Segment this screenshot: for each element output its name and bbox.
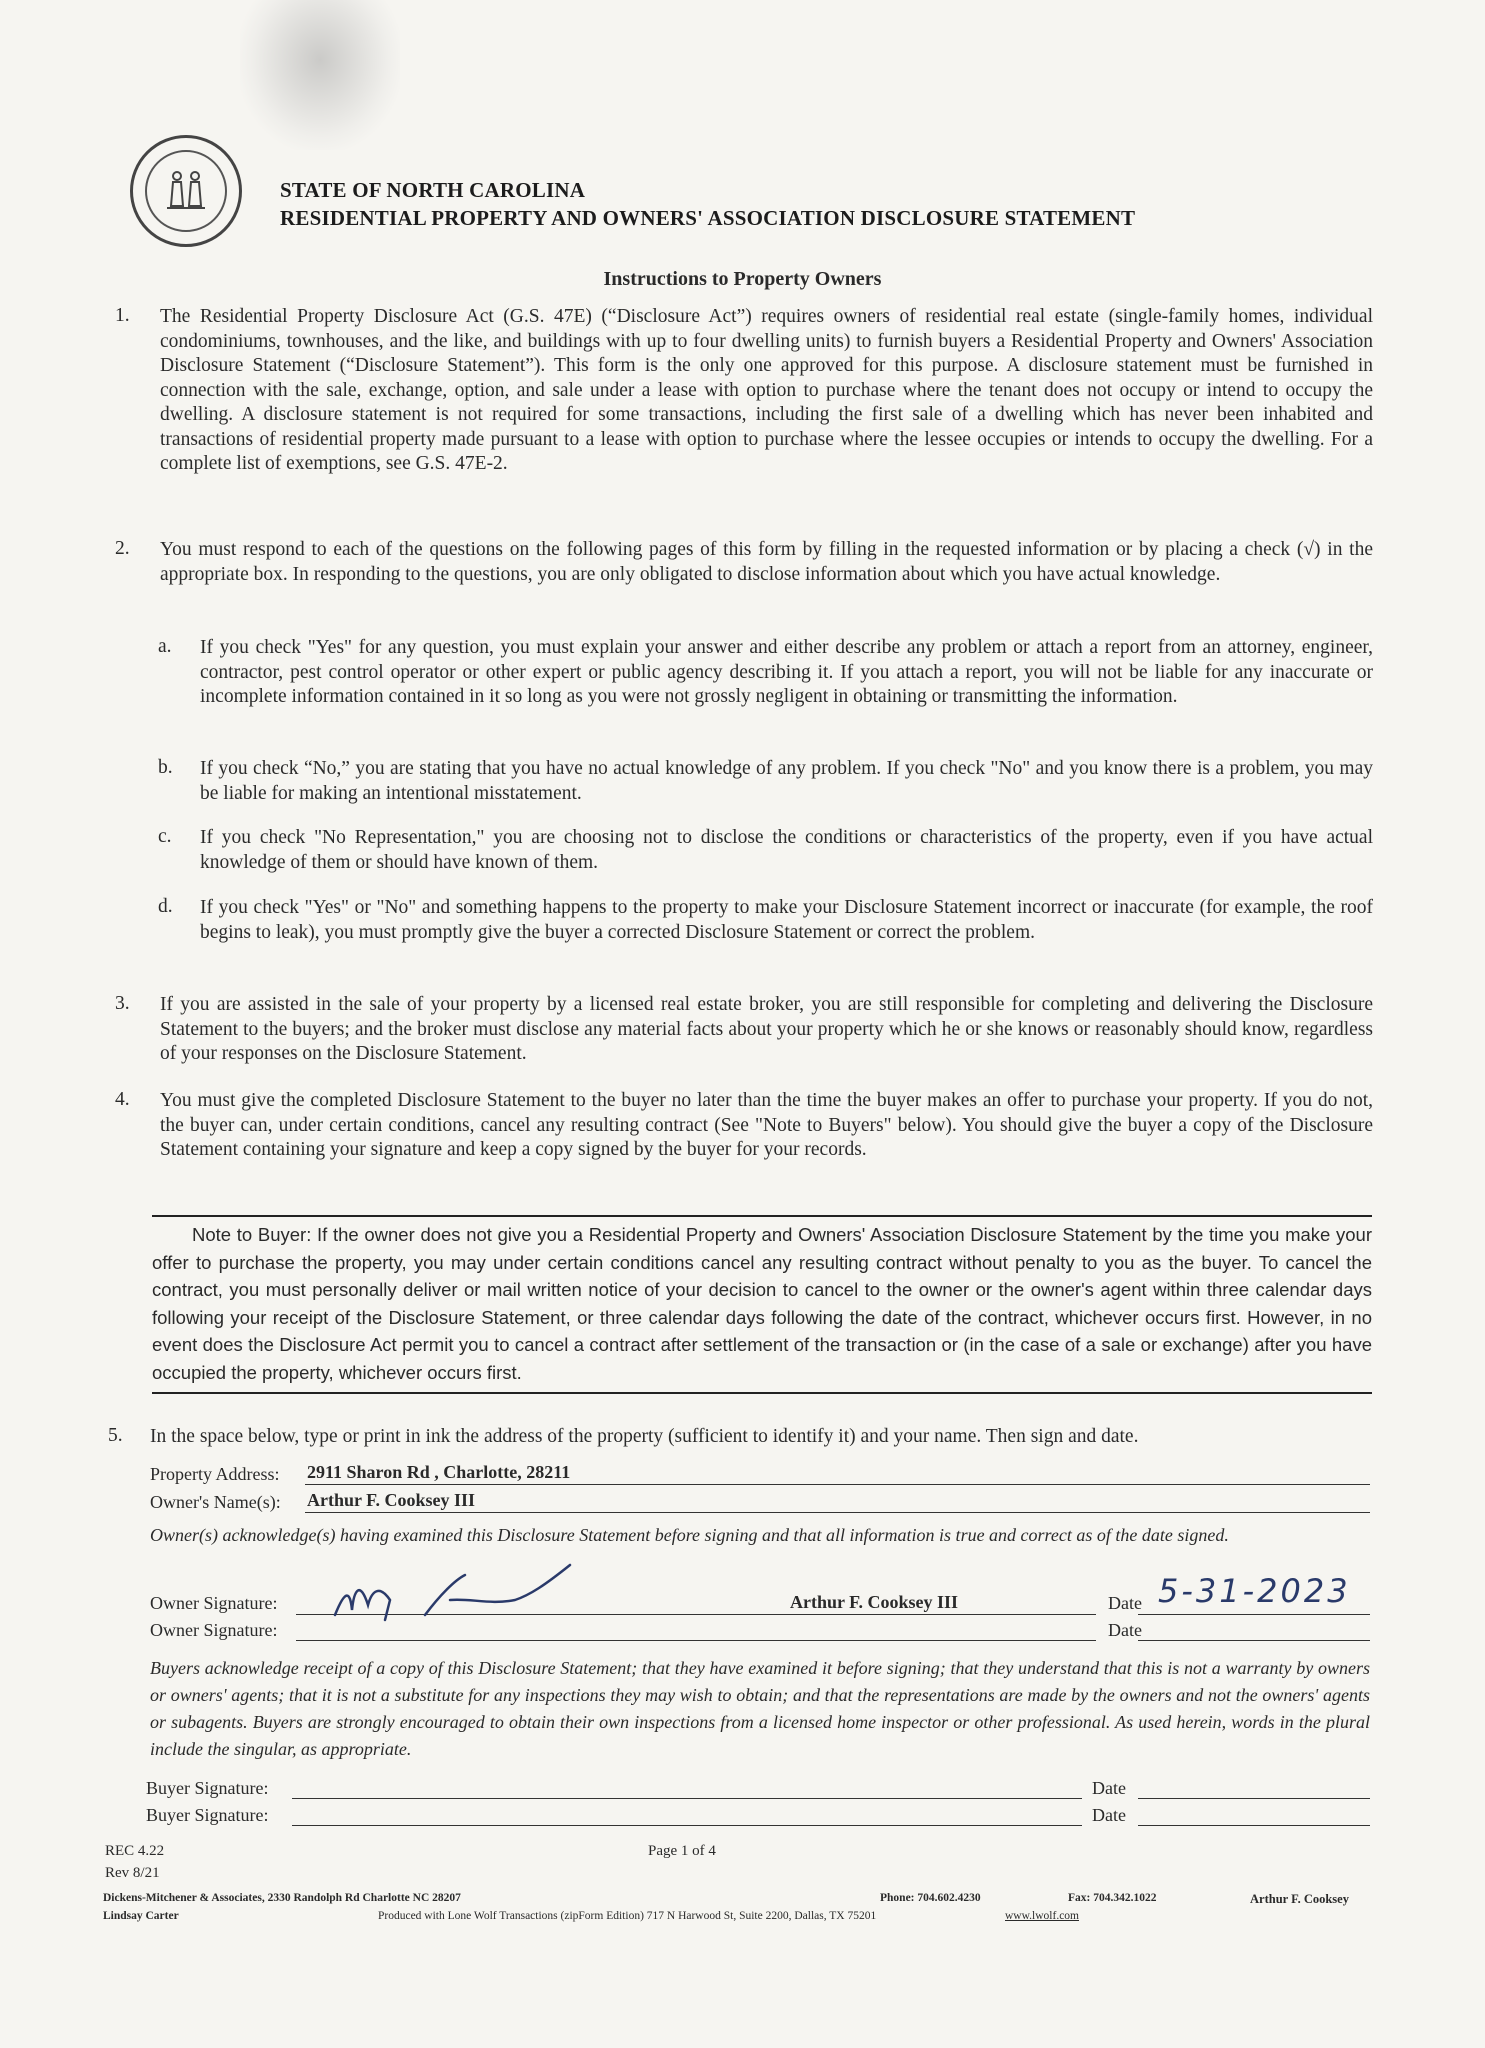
agent-name: Lindsay Carter	[103, 1910, 179, 1922]
page-number: Page 1 of 4	[648, 1843, 716, 1859]
note-to-buyer-text: Note to Buyer: If the owner does not give you a Residential Property and Owners' Association Disclosure Statement by the time you make your offer to purchase the property, you may under certain conditions cancel any resulting contract without penalty to you as the buyer. To cancel the contract, you must personally deliver or mail written notice of your decision to cancel to the owner or the owner's agent within three calendar days following your receipt of the Disclosure Statement, or three calendar days following the date of the contract, whichever occurs first. However, in no event does the Disclosure Act permit you to cancel a contract after settlement of the transaction or (in the case of a sale or exchange) after you have occupied the property, whichever occurs first.	[152, 1224, 1372, 1383]
instruction-subitem-c: If you check "No Representation," you are choosing not to disclose the conditions or characteristics of the property, even if you have actual knowledge of them or should have known of them.	[200, 827, 1373, 873]
date-label: Date	[1108, 1593, 1142, 1613]
instructions-heading: Instructions to Property Owners	[603, 268, 882, 290]
property-address-label: Property Address:	[150, 1464, 280, 1484]
owner-date-value: 5-31-2023	[1158, 1572, 1351, 1610]
owner-date-line-2[interactable]	[1138, 1618, 1370, 1641]
firm-phone: Phone: 704.602.4230	[880, 1892, 981, 1904]
item-number: 4.	[115, 1089, 130, 1110]
subitem-letter: c.	[158, 826, 172, 847]
buyer-signature-line-2[interactable]	[292, 1803, 1082, 1826]
owner-signature-label-2: Owner Signature:	[150, 1620, 278, 1640]
firm-info: Dickens-Mitchener & Associates, 2330 Randolph Rd Charlotte NC 28207	[103, 1892, 461, 1904]
instruction-item-3: If you are assisted in the sale of your property by a licensed real estate broker, you are still responsible for completing and delivering the Disclosure Statement to the buyers; and the broker must disclose any material facts about your property which he or she knows or reasonably should know, regardless of your responses on the Disclosure Statement.	[160, 994, 1373, 1064]
subitem-letter: b.	[158, 757, 173, 778]
owner-acknowledgement: Owner(s) acknowledge(s) having examined this Disclosure Statement before signing and that all information is true and correct as of the date signed.	[150, 1525, 1229, 1545]
owner-names-value: Arthur F. Cooksey III	[307, 1490, 476, 1510]
instruction-subitem-a: If you check "Yes" for any question, you must explain your answer and either describe any problem or attach a report from an attorney, engineer, contractor, pest control operator or other expert or public agency describing it. If you attach a report, you will not be liable for any inaccurate or incomplete information contained in it so long as you were not grossly negligent in obtaining or transmitting the information.	[200, 637, 1373, 707]
owner-names-label: Owner's Name(s):	[150, 1492, 281, 1512]
subitem-letter: d.	[158, 896, 173, 917]
state-heading: STATE OF NORTH CAROLINA	[280, 178, 586, 202]
client-name: Arthur F. Cooksey	[1250, 1892, 1349, 1906]
buyer-date-line[interactable]	[1138, 1776, 1370, 1799]
lwolf-link[interactable]: www.lwolf.com	[1005, 1910, 1079, 1922]
property-address-value: 2911 Sharon Rd , Charlotte, 28211	[307, 1462, 571, 1482]
instruction-item-1: The Residential Property Disclosure Act (G.S. 47E) (“Disclosure Act”) requires owners of residential real estate (single-family homes, individual condominiums, townhouses, and the like, and buildings with up to four dwelling units) to furnish buyers a Residential Property and Owners' Association Disclosure Statement (“Disclosure Statement”). This form is the only one approved for this purpose. A disclosure statement must be furnished in connection with the sale, exchange, option, and sale under a lease with option to purchase where the tenant does not occupy or intend to occupy the dwelling. A disclosure statement is not required for some transactions, including the first sale of a dwelling which has never been inhabited and transactions of residential property made pursuant to a lease with option to purchase where the lessee occupies or intends to occupy the dwelling. For a complete list of exemptions, see G.S. 47E-2.	[160, 306, 1373, 474]
owner-signature-label: Owner Signature:	[150, 1593, 278, 1613]
form-revision: Rev 8/21	[105, 1865, 160, 1881]
firm-fax: Fax: 704.342.1022	[1068, 1892, 1157, 1904]
buyer-date-label: Date	[1092, 1778, 1126, 1798]
instruction-item-4: You must give the completed Disclosure Statement to the buyer no later than the time the buyer makes an offer to purchase your property. If you do not, the buyer can, under certain conditions, cancel any resulting contract (See "Note to Buyers" below). You should give the buyer a copy of the Disclosure Statement containing your signature and keep a copy signed by the buyer for your records.	[160, 1090, 1373, 1160]
instruction-item-5: In the space below, type or print in ink the address of the property (sufficient to identify it) and your name. Then sign and date.	[150, 1426, 1139, 1447]
owner-signature-line-2[interactable]	[296, 1618, 1096, 1641]
item-number: 1.	[115, 305, 130, 326]
buyer-date-label-2: Date	[1092, 1805, 1126, 1825]
item-number: 2.	[115, 538, 130, 559]
instruction-subitem-b: If you check “No,” you are stating that you have no actual knowledge of any problem. If you check "No" and you know there is a problem, you may be liable for making an intentional misstatement.	[200, 758, 1373, 804]
buyer-signature-label: Buyer Signature:	[146, 1778, 269, 1798]
buyer-signature-label-2: Buyer Signature:	[146, 1805, 269, 1825]
buyer-date-line-2[interactable]	[1138, 1803, 1370, 1826]
item-number: 3.	[115, 993, 130, 1014]
form-number: REC 4.22	[105, 1843, 165, 1859]
nc-real-estate-commission-seal-icon	[130, 135, 242, 247]
owner-printed-name: Arthur F. Cooksey III	[790, 1592, 959, 1612]
document-header	[280, 176, 1135, 232]
buyer-signature-line[interactable]	[292, 1776, 1082, 1799]
date-label-2: Date	[1108, 1620, 1142, 1640]
smudge-mark	[240, 0, 400, 150]
buyer-acknowledgement: Buyers acknowledge receipt of a copy of this Disclosure Statement; that they have examined it before signing; that they understand that this is not a warranty by owners or owners' agents; that it is not a substitute for any inspections they may wish to obtain; and that the representations are made by the owners and not the owners' agents or subagents. Buyers are strongly encouraged to obtain their own inspections from a licensed home inspector or other professional. As used herein, words in the plural include the singular, as appropriate.	[150, 1658, 1370, 1759]
note-to-buyer-box	[152, 1215, 1372, 1394]
document-title: RESIDENTIAL PROPERTY AND OWNERS' ASSOCIATION DISCLOSURE STATEMENT	[280, 206, 1136, 230]
instruction-item-2: You must respond to each of the questions on the following pages of this form by filling in the requested information or by placing a check (√) in the appropriate box. In responding to the questions, you are only obligated to disclose information about which you have actual knowledge.	[160, 539, 1373, 585]
instruction-subitem-d: If you check "Yes" or "No" and something happens to the property to make your Disclosure Statement incorrect or inaccurate (for example, the roof begins to leak), you must promptly give the buyer a corrected Disclosure Statement or correct the problem.	[200, 897, 1373, 943]
produced-with: Produced with Lone Wolf Transactions (zipForm Edition) 717 N Harwood St, Suite 2200, Dallas, TX 75201	[378, 1910, 877, 1922]
subitem-letter: a.	[158, 636, 172, 657]
item-number: 5.	[108, 1425, 123, 1446]
